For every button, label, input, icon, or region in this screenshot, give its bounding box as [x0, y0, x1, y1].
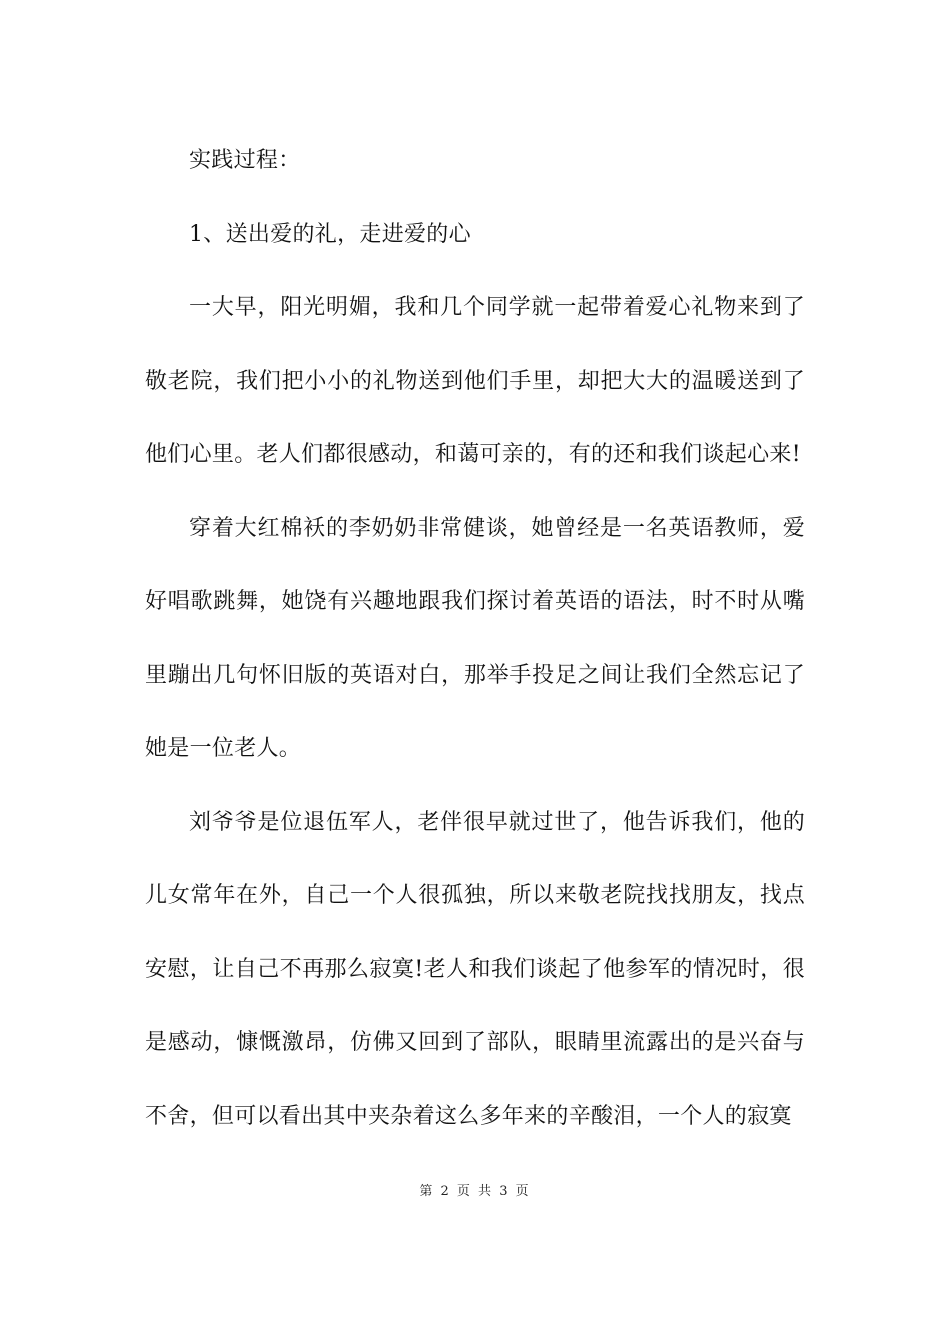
- document-body: [145, 124, 805, 1153]
- paragraph-heading-practice-process: 实践过程：: [189, 148, 301, 173]
- page-footer: 第 2 页 共 3 页: [419, 1184, 531, 1199]
- paragraph-morning-visit: 一大早，阳光明媚，我和几个同学就一起带着爱心礼物来到了敬老院，我们把小小的礼物送到他们手里，却把大大的温暖送到了他们心里。老人们都很感动，和蔼可亲的，有的还和我们谈起心来!: [145, 295, 805, 467]
- paragraph-grandpa-liu: 刘爷爷是位退伍军人，老伴很早就过世了，他告诉我们，他的儿女常年在外，自己一个人很孤独，所以来敬老院找找朋友，找点安慰，让自己不再那么寂寞!老人和我们谈起了他参军的情况时，很是感动，慷慨激昂，仿佛又回到了部队，眼睛里流露出的是兴奋与不舍，但可以看出其中夹杂着这么多年来的辛酸泪，一个人的寂寞: [145, 809, 805, 1129]
- paragraph-grandma-li: 穿着大红棉袄的李奶奶非常健谈，她曾经是一名英语教师，爱好唱歌跳舞，她饶有兴趣地跟我们探讨着英语的语法，时不时从嘴里蹦出几句怀旧版的英语对白，那举手投足之间让我们全然忘记了她是一位老人。: [145, 515, 805, 761]
- paragraph-section-title: 1、送出爱的礼，走进爱的心: [189, 221, 471, 247]
